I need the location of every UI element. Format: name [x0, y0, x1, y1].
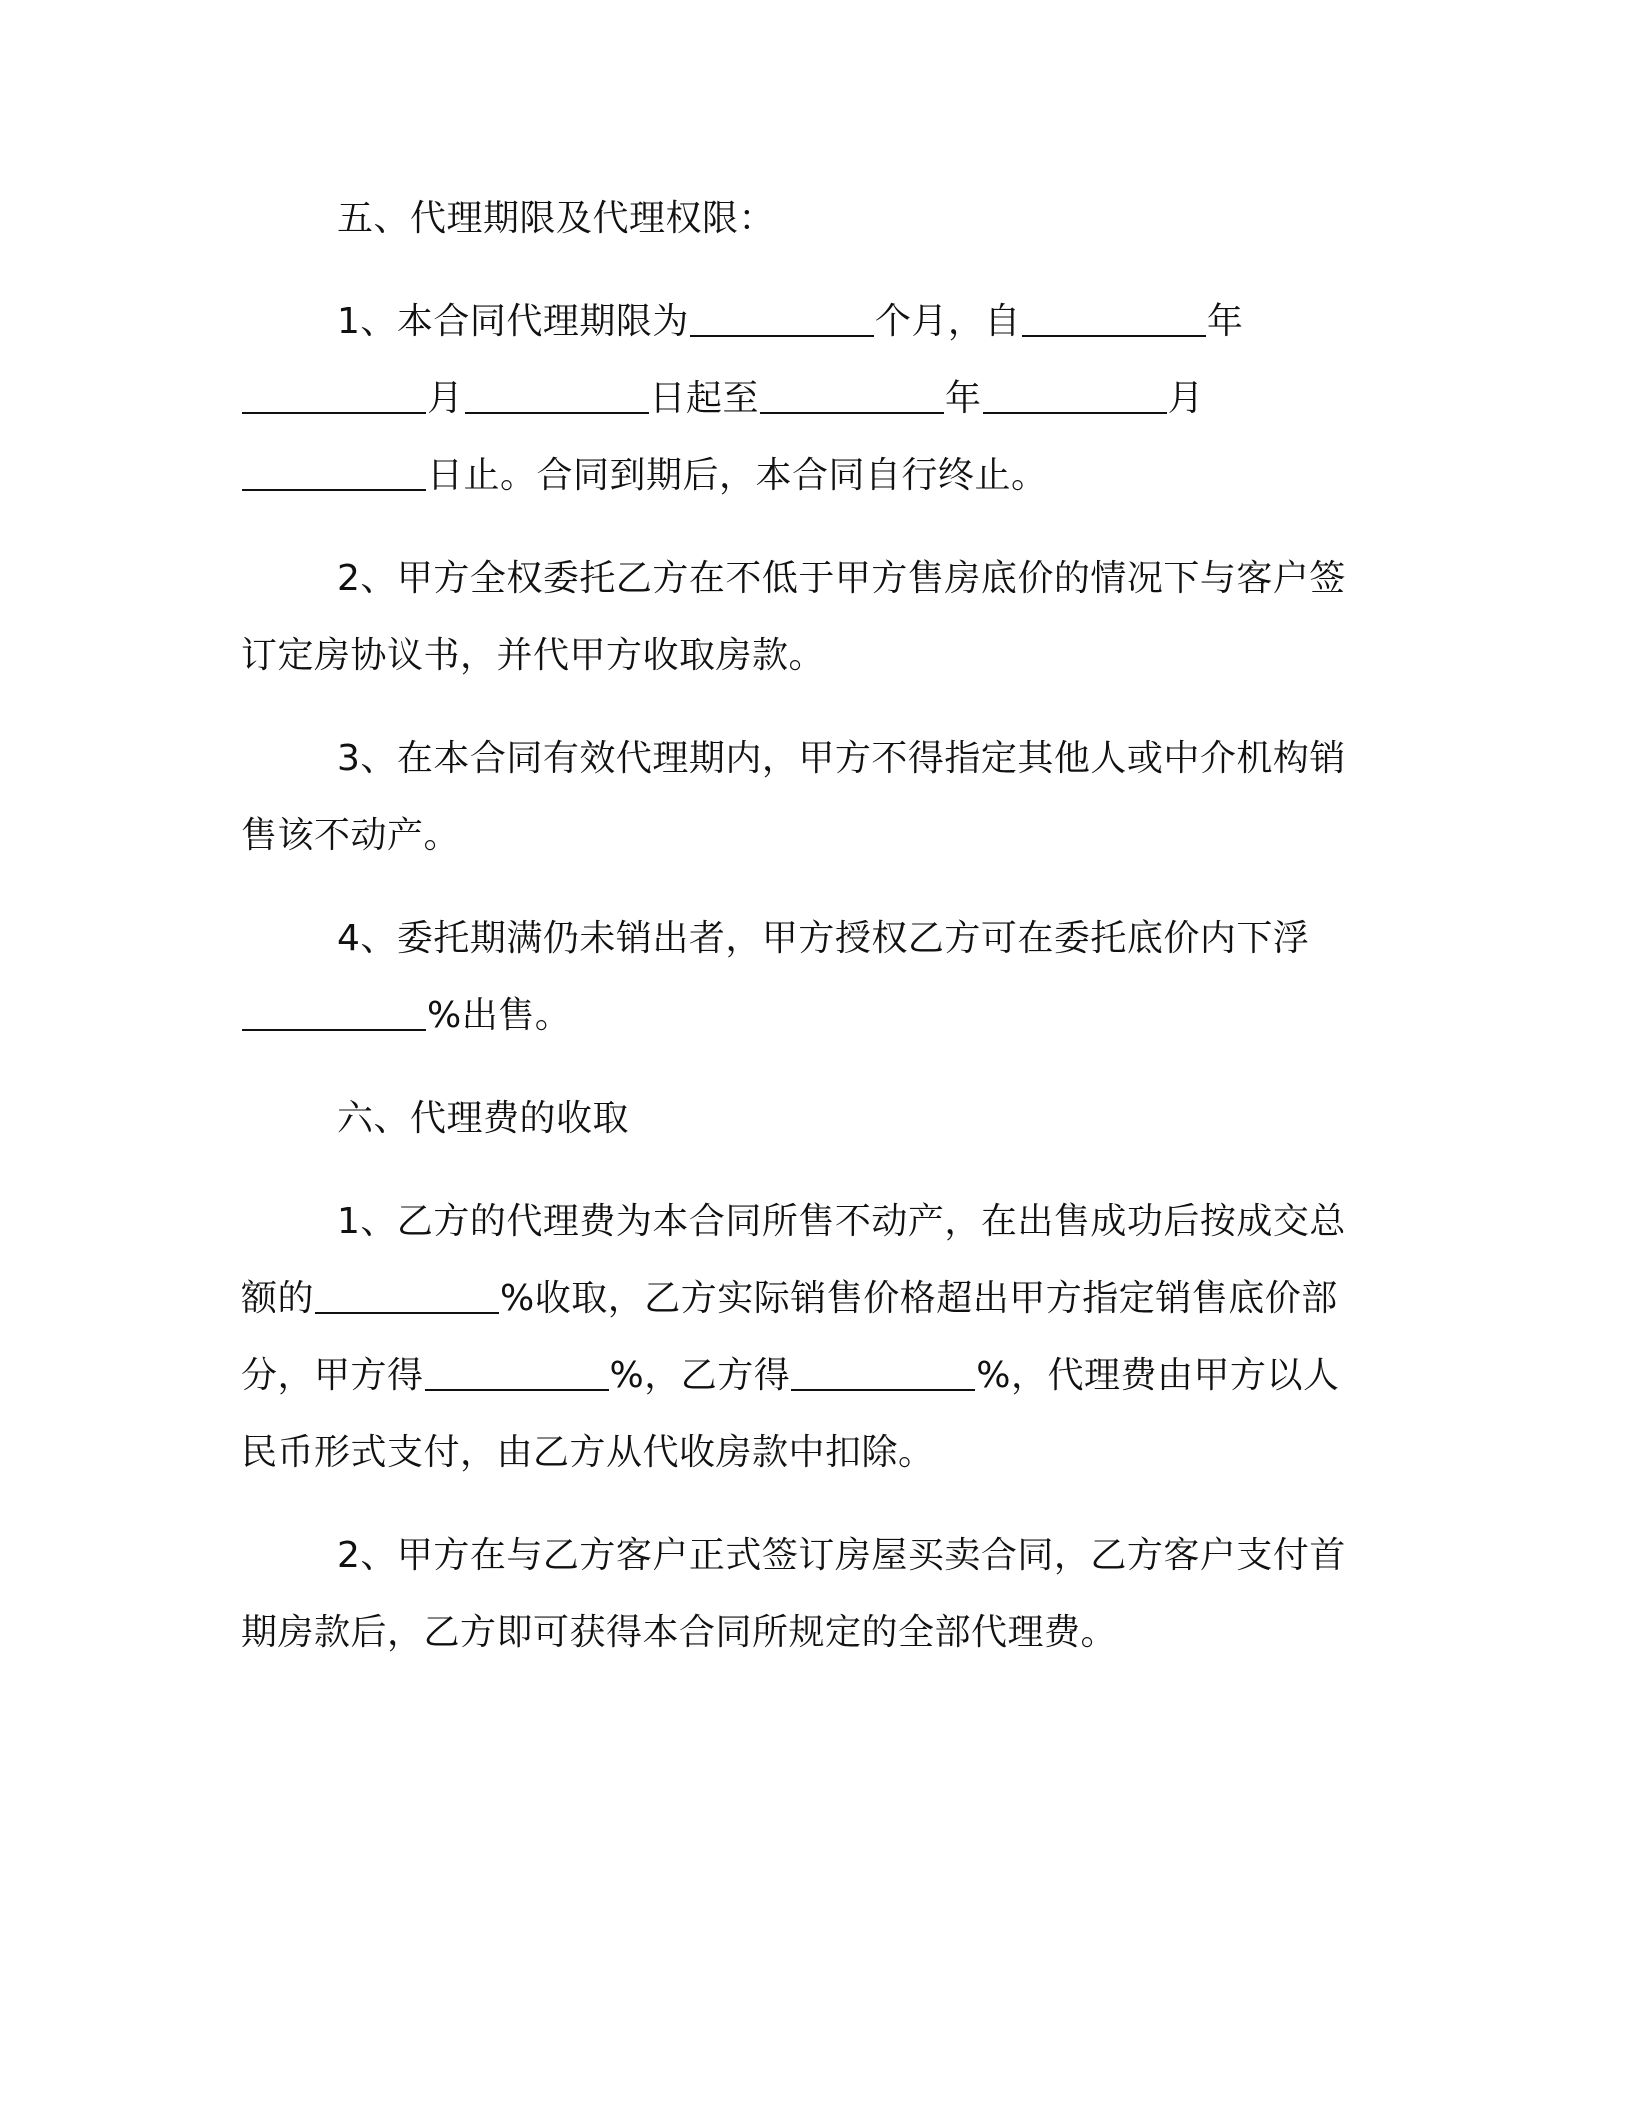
- text-segment: 4、委托期满仍未销出者，甲方授权乙方可在委托底价内下浮: [337, 918, 1310, 959]
- section-five-item-4: [241, 900, 1371, 1054]
- blank-line: [425, 1355, 609, 1391]
- blank-line: [983, 378, 1167, 414]
- document-body: [241, 180, 1371, 1671]
- blank-line: [760, 378, 944, 414]
- text-segment: %出售。: [427, 995, 572, 1036]
- section-five-item-2: 2、甲方全权委托乙方在不低于甲方售房底价的情况下与客户签订定房协议书，并代甲方收取房款。: [241, 558, 1346, 676]
- blank-line: [791, 1355, 975, 1391]
- text-segment: 月: [427, 378, 464, 419]
- section-six-heading: 六、代理费的收取: [337, 1098, 630, 1139]
- section-five-item-3: 3、在本合同有效代理期内，甲方不得指定其他人或中介机构销售该不动产。: [241, 738, 1346, 856]
- blank-line: [242, 995, 426, 1031]
- text-segment: 年: [945, 378, 982, 419]
- text-segment: 1、乙方的代理费为本合同所售不动产，在出售成功后按成交总额的: [241, 1201, 1346, 1319]
- text-segment: %，乙方得: [609, 1355, 791, 1396]
- text-segment: 月: [1167, 378, 1205, 419]
- text-segment: %收取，乙方实际销售价格超出甲方指定销售底价部分，甲方得: [241, 1278, 1338, 1396]
- section-six-item-1: [241, 1183, 1371, 1491]
- blank-line: [315, 1278, 499, 1314]
- blank-line: [242, 455, 426, 491]
- text-segment: 日起至: [649, 378, 760, 419]
- text-segment: 1、本合同代理期限为: [337, 301, 689, 342]
- section-five-item-1: [241, 283, 1371, 514]
- text-segment: 日止。合同到期后，本合同自行终止。: [427, 455, 1048, 496]
- text-segment: 年: [1206, 301, 1244, 342]
- blank-line: [242, 378, 426, 414]
- text-segment: %，代理费由甲方以人民币形式支付，由乙方从代收房款中扣除。: [241, 1355, 1340, 1473]
- blank-line: [1022, 301, 1206, 337]
- blank-line: [465, 378, 649, 414]
- text-segment: 个月，自: [874, 301, 1021, 342]
- section-five-heading: 五、代理期限及代理权限：: [337, 198, 776, 239]
- section-six-item-2: 2、甲方在与乙方客户正式签订房屋买卖合同，乙方客户支付首期房款后，乙方即可获得本合同所规定的全部代理费。: [241, 1535, 1346, 1653]
- blank-line: [690, 301, 874, 337]
